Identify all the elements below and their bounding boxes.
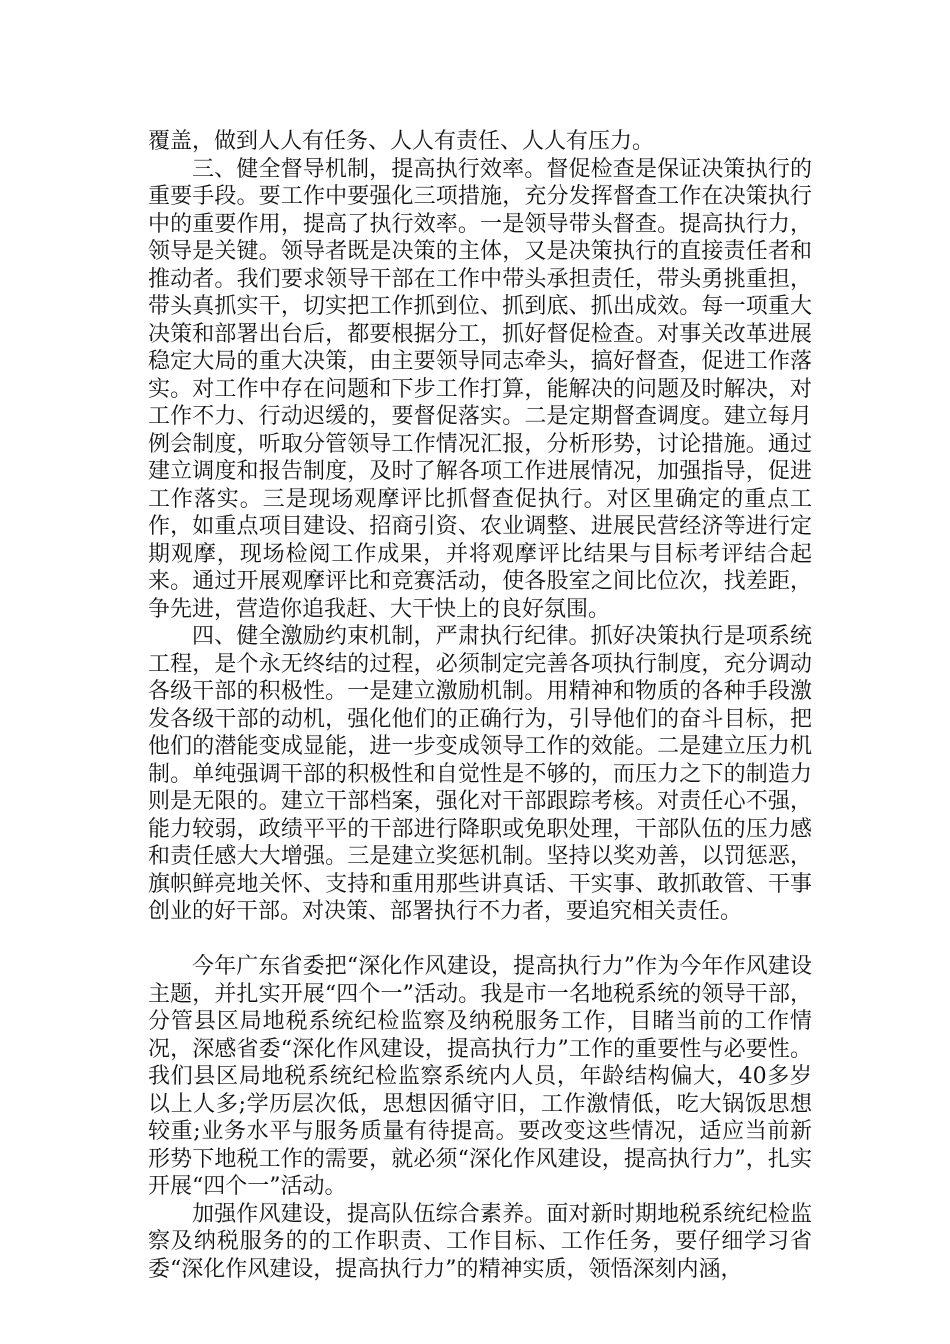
paragraph-supervision-mechanism: 三、健全督导机制，提高执行效率。督促检查是保证决策执行的重要手段。要工作中要强化三项措施，充分发挥督查工作在决策执行中的重要作用，提高了执行效率。一是领导带头督查。提高执行力，领导是关键。领导者既是决策的主体，又是决策执行的直接责任者和推动者。我们要求领导干部在工作中带头承担责任，带头勇挑重担，带头真抓实干，切实把工作抓到位、抓到底、抓出成效。每一项重大决策和部署出台后，都要根据分工，抓好督促检查。对事关改革进展稳定大局的重大决策，由主要领导同志牵头，搞好督查，促进工作落实。对工作中存在问题和下步工作打算，能解决的问题及时解决，对工作不力、行动迟缓的，要督促落实。二是定期督查调度。建立每月例会制度，听取分管领导工作情况汇报，分析形势，讨论措施。通过建立调度和报告制度，及时了解各项工作进展情况，加强指导，促进工作落实。三是现场观摩评比抓督查促执行。对区里确定的重点工作，如重点项目建设、招商引资、农业调整、进展民营经济等进行定期观摩，现场检阅工作成果，并将观摩评比结果与目标考评结合起来。通过开展观摩评比和竞赛活动，使各股室之间比位次，找差距，争先进，营造你追我赶、大干快上的良好氛围。 xyxy=(148,156,812,622)
paragraph-style-building: 加强作风建设，提高队伍综合素养。面对新时期地税系统纪检监察及纳税服务的的工作职责、工作目标、工作任务，要仔细学习省委“深化作风建设，提高执行力”的精神实质，领悟深刻内涵， xyxy=(148,1201,812,1282)
section-break xyxy=(148,926,812,954)
document-page xyxy=(148,128,812,1283)
paragraph-incentive-mechanism: 四、健全激励约束机制，严肃执行纪律。抓好决策执行是项系统工程，是个永无终结的过程，必须制定完善各项执行制度，充分调动各级干部的积极性。一是建立激励机制。用精神和物质的各种手段激发各级干部的动机，强化他们的正确行为，引导他们的奋斗目标，把他们的潜能变成显能，进一步变成领导工作的效能。二是建立压力机制。单纯强调干部的积极性和自觉性是不够的，而压力之下的制造力则是无限的。建立干部档案，强化对干部跟踪考核。对责任心不强，能力较弱，政绩平平的干部进行降职或免职处理，干部队伍的压力感和责任感大大增强。三是建立奖惩机制。坚持以奖劝善，以罚惩恶，旗帜鲜亮地关怀、支持和重用那些讲真话、干实事、敢抓敢管、干事创业的好干部。对决策、部署执行不力者，要追究相关责任。 xyxy=(148,624,812,924)
paragraph-guangdong-intro: 今年广东省委把“深化作风建设，提高执行力”作为今年作风建设主题，并扎实开展“四个一”活动。我是市一名地税系统的领导干部，分管县区局地税系统纪检监察及纳税服务工作，目睹当前的工作情况，深感省委“深化作风建设，提高执行力”工作的重要性与必要性。我们县区局地税系统纪检监察系统内人员，年龄结构偏大，40多岁以上人多;学历层次低，思想因循守旧，工作激情低，吃大锅饭思想较重;业务水平与服务质量有待提高。要改变这些情况，适应当前新形势下地税工作的需要，就必须“深化作风建设，提高执行力”，扎实开展“四个一”活动。 xyxy=(148,954,812,1199)
paragraph-continuation: 覆盖，做到人人有任务、人人有责任、人人有压力。 xyxy=(148,129,655,154)
